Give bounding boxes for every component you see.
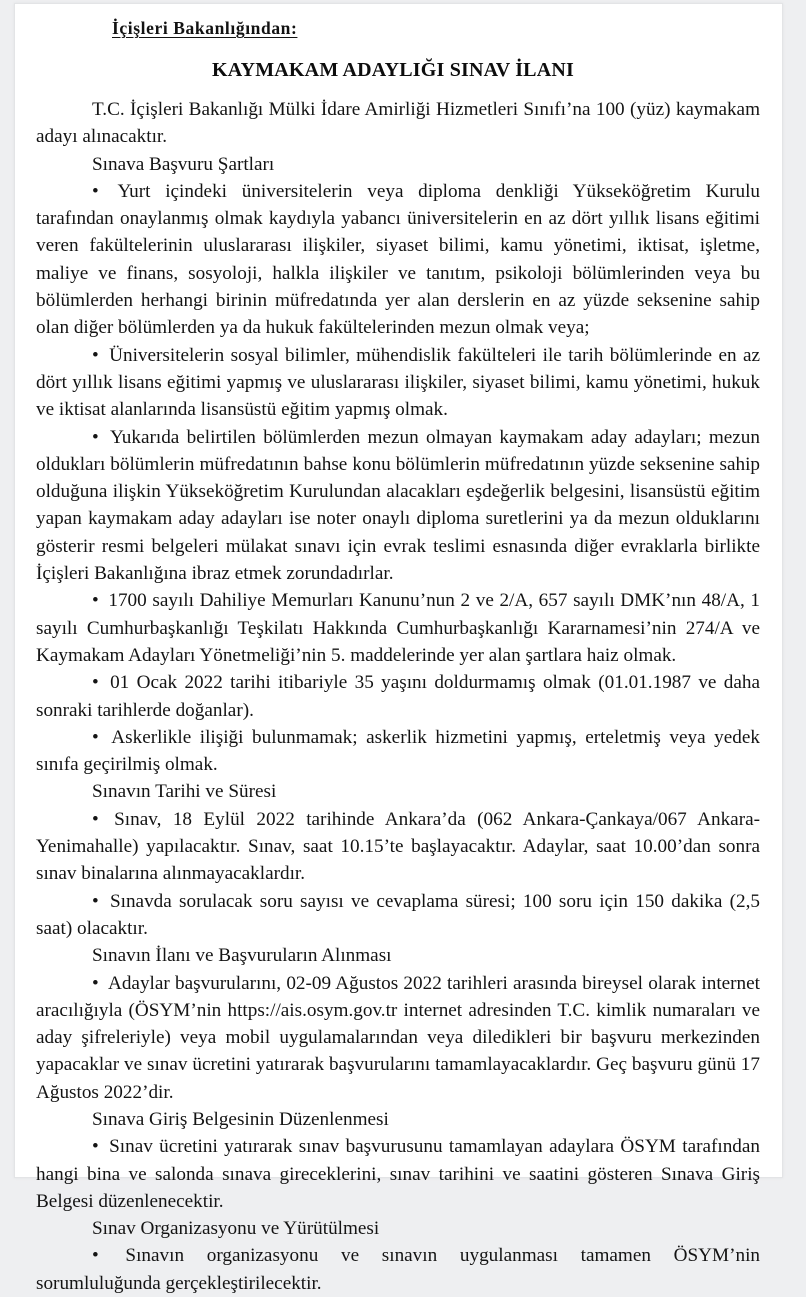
bullet-point-icon: •	[92, 890, 110, 912]
bullet-point-icon: •	[92, 726, 112, 748]
document-body	[36, 96, 760, 1297]
bullet-point-icon: •	[92, 672, 111, 694]
section-subheading	[36, 942, 760, 969]
paragraph-text: 01 Ocak 2022 tarihi itibariyle 35 yaşını doldurmamış olmak (01.01.1987 ve daha sonraki tarihlerde doğanlar).	[36, 672, 761, 721]
dept-heading-wrapper	[36, 16, 760, 39]
bullet-paragraph	[36, 888, 760, 943]
section-subheading	[36, 1106, 760, 1133]
paragraph-text: Yurt içindeki üniversitelerin veya diploma denkliği Yükseköğretim Kurulu tarafından onaylanmış olmak kaydıyla yabancı üniversitelerin en az dört yıllık lisans eğitimi veren fakültelerinin uluslararası ilişkiler, siyaset bilimi, kamu yönetimi, iktisat, işletme, maliye ve finans, sosyoloji, halkla ilişkiler ve tanıtım, psikoloji bölümlerinden veya bu bölümlerden herhangi birinin müfredatında yer alan derslerin en az yüzde seksenine sahip olan diğer bölümlerden ya da hukuk fakültelerinden mezun olmak veya;	[36, 180, 761, 339]
bullet-point-icon: •	[92, 1245, 126, 1267]
bullet-point-icon: •	[92, 808, 115, 830]
paragraph-text: Sınavda sorulacak soru sayısı ve cevaplama süresi; 100 soru için 150 dakika (2,5 saat) olacaktır.	[36, 890, 760, 939]
paragraph-text: Sınava Giriş Belgesinin Düzenlenmesi	[92, 1108, 389, 1130]
bullet-point-icon: •	[92, 426, 111, 448]
body-paragraph	[36, 96, 760, 151]
section-subheading	[36, 1215, 760, 1242]
bullet-paragraph	[36, 970, 760, 1106]
paragraph-text: Sınavın organizasyonu ve sınavın uygulanması tamamen ÖSYM’nin sorumluluğunda gerçekleştirilecektir.	[36, 1245, 761, 1294]
bullet-paragraph	[36, 1242, 760, 1297]
paragraph-text: Sınavın Tarihi ve Süresi	[92, 781, 277, 803]
paragraph-text: Üniversitelerin sosyal bilimler, mühendislik fakülteleri ile tarih bölümlerinde en az dört yıllık lisans eğitimi yapmış ve uluslararası ilişkiler, siyaset bilimi, kamu yönetimi, hukuk ve iktisat alanlarında lisansüstü eğitim yapmış olmak.	[36, 344, 761, 421]
bullet-paragraph	[36, 424, 760, 588]
bullet-paragraph	[36, 1133, 760, 1215]
paragraph-text: Sınav ücretini yatırarak sınav başvurusunu tamamlayan adaylara ÖSYM tarafından hangi bina ve salonda sınava gireceklerini, sınav tarihini ve saatini gösteren Sınava Giriş Belgesi düzenlenecektir.	[36, 1136, 761, 1212]
page-title: KAYMAKAM ADAYLIĞI SINAV İLANI	[212, 59, 574, 81]
paragraph-text: T.C. İçişleri Bakanlığı Mülki İdare Amirliği Hizmetleri Sınıfı’na 100 (yüz) kaymakam adayı alınacaktır.	[36, 99, 760, 148]
bullet-paragraph	[36, 587, 760, 669]
bullet-paragraph	[36, 806, 760, 888]
paragraph-text: Sınav, 18 Eylül 2022 tarihinde Ankara’da (062 Ankara-Çankaya/067 Ankara-Yenimahalle) yapılacaktır. Sınav, saat 10.15’te başlayacaktır. Adaylar, saat 10.00’dan sonra sınav binalarına alınmayacaklardır.	[36, 808, 760, 885]
bullet-point-icon: •	[92, 180, 118, 202]
paragraph-text: Adaylar başvurularını, 02-09 Ağustos 2022 tarihleri arasında bireysel olarak internet aracılığıyla (ÖSYM’nin https://ais.osym.gov.tr internet adresinden T.C. kimlik numaraları ve aday şifreleriyle) veya mobil uygulamalarından veya diledikleri bir başvuru merkezinden yapacaklar ve sınav ücretini yatırarak başvurularını tamamlayacaklardır. Geç başvuru günü 17 Ağustos 2022’dir.	[36, 972, 761, 1103]
section-subheading	[36, 778, 760, 805]
bullet-paragraph	[36, 669, 760, 724]
page-content	[15, 4, 782, 1297]
section-subheading	[36, 151, 760, 178]
bullet-point-icon: •	[92, 1136, 110, 1158]
bullet-point-icon: •	[92, 590, 109, 612]
paragraph-text: Askerlikle ilişiği bulunmamak; askerlik hizmetini yapmış, erteletmiş veya yedek sınıfa geçirilmiş olmak.	[36, 726, 760, 776]
bullet-point-icon: •	[92, 972, 108, 994]
issuing-department-heading: İçişleri Bakanlığından:	[112, 18, 298, 38]
paragraph-text: Sınavın İlanı ve Başvuruların Alınması	[92, 945, 392, 967]
bullet-paragraph	[36, 724, 760, 779]
bullet-point-icon: •	[92, 344, 110, 366]
paragraph-text: Yukarıda belirtilen bölümlerden mezun olmayan kaymakam aday adayları; mezun oldukları bölümlerin müfredatının bahse konu bölümlerin müfredatının yüzde seksenine sahip olduğuna ilişkin Yükseköğretim Kurulundan alacakları eşdeğerlik belgesini, lisansüstü eğitim yapan kaymakam aday adayları ise noter onaylı diploma suretlerini ya da mezun olduklarını gösterir resmi belgeleri mülakat sınavı için evrak teslimi esnasında diğer evraklarla birlikte İçişleri Bakanlığına ibraz etmek zorundadırlar.	[36, 426, 760, 585]
paragraph-text: 1700 sayılı Dahiliye Memurları Kanunu’nun 2 ve 2/A, 657 sayılı DMK’nın 48/A, 1 sayılı Cumhurbaşkanlığı Teşkilatı Hakkında Cumhurbaşkanlığı Kararnamesi’nin 274/A ve Kaymakam Adayları Yönetmeliği’nin 5. maddelerinde yer alan şartlara haiz olmak.	[36, 590, 760, 666]
bullet-paragraph	[36, 178, 760, 342]
bullet-paragraph	[36, 342, 760, 424]
paragraph-text: Sınava Başvuru Şartları	[92, 153, 275, 175]
document-page	[14, 3, 783, 1294]
paragraph-text: Sınav Organizasyonu ve Yürütülmesi	[92, 1218, 380, 1240]
